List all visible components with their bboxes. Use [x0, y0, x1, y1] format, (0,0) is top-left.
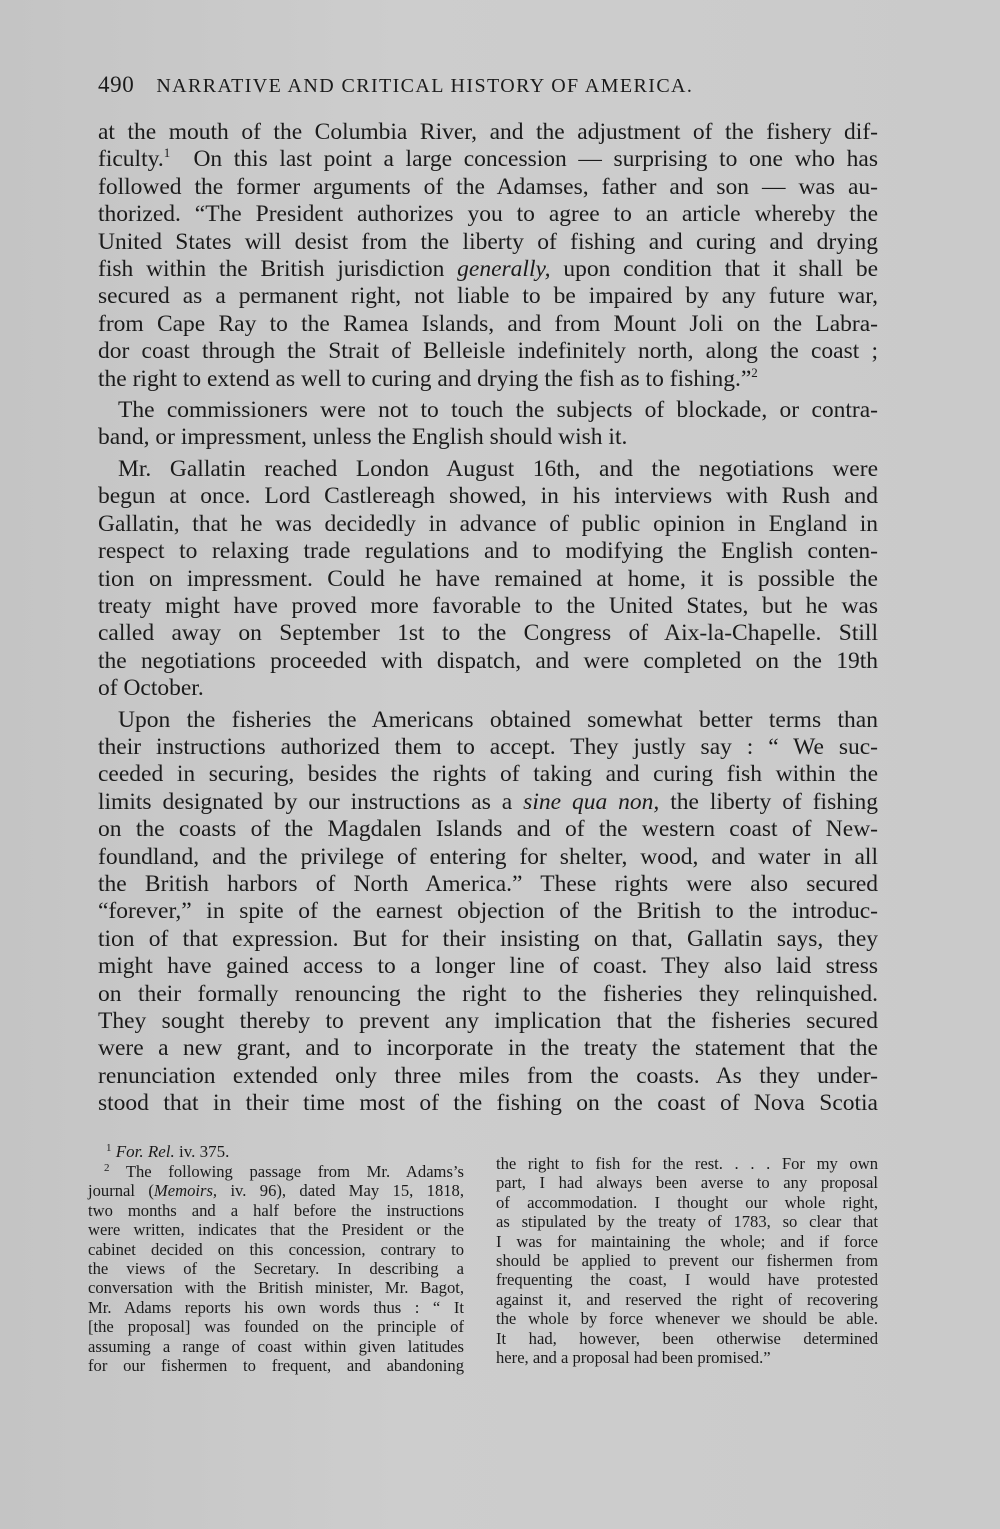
text-line: United States will desist from the liberty of fishing and curing and drying: [98, 228, 878, 255]
footnote-line: the whole by force whenever we should be able.: [496, 1309, 878, 1329]
text-line: The commissioners were not to touch the subjects of blockade, or contra-: [118, 397, 878, 424]
text-line: thorized. “The President authorizes you to agree to an article whereby the: [98, 201, 878, 228]
body-text: [98, 119, 878, 1118]
footnote-line: as stipulated by the treaty of 1783, so clear that: [496, 1212, 878, 1232]
footnote-line: against it, and reserved the right of recovering: [496, 1289, 878, 1309]
footnote-line: conversation with the British minister, Mr. Bagot,: [88, 1278, 464, 1298]
text-line: Mr. Gallatin reached London August 16th, and the negotiations were: [118, 455, 878, 482]
footnote-line: for our fishermen to frequent, and abandoning: [88, 1356, 464, 1376]
text-line: on their formally renouncing the right to the fisheries they relinquished.: [98, 980, 878, 1007]
text-line: on the coasts of the Magdalen Islands and of the western coast of New-: [98, 816, 878, 843]
footnote-line: Mr. Adams reports his own words thus : “ It: [88, 1297, 464, 1317]
paragraph: [98, 707, 878, 1118]
text-line: of October.: [98, 675, 204, 702]
footnote-line: were written, indicates that the President or the: [88, 1220, 464, 1240]
page-header: [98, 72, 880, 98]
footnote-1: $^1$ For. Rel. iv. 375.: [106, 1142, 230, 1161]
text-line: limits designated by our instructions as a sine qua non, the liberty of fishing: [98, 788, 878, 815]
emphasis: generally,: [457, 256, 551, 283]
text-line: treaty might have proved more favorable to the United States, but he was: [98, 592, 878, 619]
footnote-ref[interactable]: 1: [163, 145, 171, 161]
text-line: ceeded in securing, besides the rights of taking and curing fish within the: [98, 761, 878, 788]
text-line: followed the former arguments of the Adamses, father and son — was au-: [98, 173, 878, 200]
footnote-line: two months and a half before the instructions: [88, 1200, 464, 1220]
text-line: They sought thereby to prevent any implication that the fisheries secured: [98, 1008, 878, 1034]
text-line: band, or impressment, unless the English should wish it.: [98, 424, 628, 451]
text-line: foundland, and the privilege of entering for shelter, wood, and water in all: [98, 843, 878, 870]
text-line: from Cape Ray to the Ramea Islands, and from Mount Joli on the Labra-: [98, 310, 878, 337]
text-line: dor coast through the Strait of Belleisle indefinitely north, along the coast ;: [98, 338, 878, 365]
footnote-ref[interactable]: 2: [751, 364, 758, 380]
footnote-line: the right to fish for the rest. . . . For my own: [496, 1154, 878, 1173]
footnotes: [88, 1142, 878, 1375]
text-line: tion of that expression. But for their insisting on that, Gallatin says, they: [98, 925, 878, 952]
footnote-line: part, I had always been averse to any proposal: [496, 1173, 878, 1193]
text-line: “forever,” in spite of the earnest objection of the British to the introduc-: [98, 898, 878, 925]
text-line: the British harbors of North America.” These rights were also secured: [98, 870, 878, 897]
text-line: the negotiations proceeded with dispatch, and were completed on the 19th: [98, 647, 878, 674]
text-line: tion on impressment. Could he have remained at home, it is possible the: [98, 565, 878, 592]
text-line: Upon the fisheries the Americans obtained somewhat better terms than: [118, 706, 878, 733]
page-number: 490: [98, 72, 135, 97]
text-line: might have gained access to a longer line of coast. They also laid stress: [98, 953, 878, 980]
footnote-line: of accommodation. I thought our whole right,: [496, 1192, 878, 1212]
footnote-line: should be applied to prevent our fishermen from: [496, 1251, 878, 1271]
footnote-line: assuming a range of coast within given latitudes: [88, 1336, 464, 1356]
text-line: respect to relaxing trade regulations and to modifying the English conten-: [98, 538, 878, 565]
footnote-line: journal (Memoirs, iv. 96), dated May 15, 1818,: [88, 1181, 464, 1201]
paragraph: [98, 119, 878, 393]
footnote-line: I was for maintaining the whole; and if force: [496, 1231, 878, 1251]
text-line: secured as a permanent right, not liable to be impaired by any future war,: [98, 283, 878, 310]
text-line: begun at once. Lord Castlereagh showed, in his interviews with Rush and: [98, 483, 878, 510]
footnote-line: $^2$ The following passage from Mr. Adams’s: [104, 1162, 464, 1181]
footnote-line: the views of the Secretary. In describing a: [88, 1259, 464, 1279]
footnote-2: [88, 1154, 878, 1376]
text-line: called away on September 1st to the Congress of Aix-la-Chapelle. Still: [98, 620, 878, 647]
paragraph: [98, 397, 878, 452]
footnote-source: For. Rel.: [115, 1142, 175, 1161]
text-line: were a new grant, and to incorporate in the treaty the statement that the: [98, 1035, 878, 1062]
footnote-line: It had, however, been otherwise determined: [496, 1328, 878, 1348]
emphasis: sine qua non,: [523, 788, 660, 815]
footnote-marker: 1: [106, 1142, 112, 1154]
text-line: Gallatin, that he was decidedly in advance of public opinion in England in: [98, 510, 878, 537]
text-line: ficulty.$^1$ On this last point a large concession — surprising to one who has: [98, 145, 878, 173]
footnote-column-left: [88, 1162, 464, 1375]
footnote-marker: 2: [104, 1162, 110, 1174]
text-line: fish within the British jurisdiction generally, upon condition that it shall be: [98, 256, 879, 283]
running-title: NARRATIVE AND CRITICAL HISTORY OF AMERICA.: [156, 75, 694, 97]
text-line: the right to extend as well to curing and drying the fish as to fishing.”$^2$: [98, 364, 758, 392]
text-line: stood that in their time most of the fishing on the coast of Nova Scotia: [98, 1090, 878, 1117]
text-line: renunciation extended only three miles from the coasts. As they under-: [98, 1062, 878, 1089]
text-line: their instructions authorized them to accept. They justly say : “ We suc-: [98, 733, 878, 760]
footnote-line: cabinet decided on this concession, contrary to: [88, 1239, 464, 1259]
footnote-column-right: [496, 1154, 878, 1375]
text-line: at the mouth of the Columbia River, and the adjustment of the fishery dif-: [98, 119, 878, 145]
footnote-line: [the proposal] was founded on the principle of: [88, 1317, 464, 1337]
paragraph: [98, 456, 878, 703]
footnote-line: here, and a proposal had been promised.”: [496, 1348, 771, 1368]
footnote-line: frequenting the coast, I would have protested: [496, 1270, 878, 1290]
